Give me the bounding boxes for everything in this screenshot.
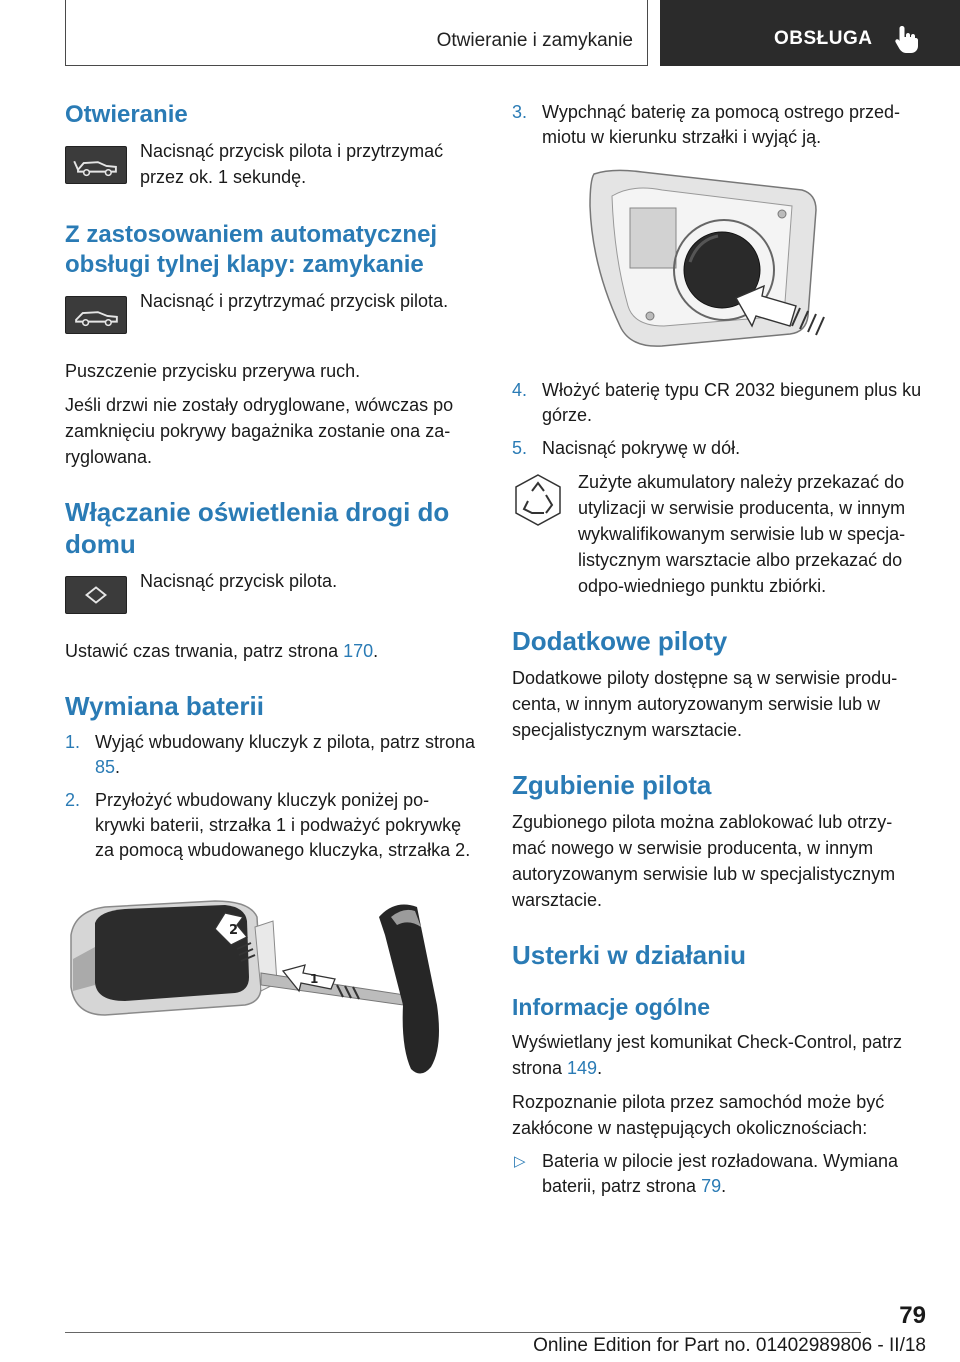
step-4 (512, 378, 926, 428)
heading-zgubienie: Zgubienie pilota (512, 770, 712, 800)
step-number: 5. (512, 438, 528, 458)
footer-edition: Online Edition for Part no. 01402989806 - II/18 (533, 1335, 926, 1356)
step-2-text: Przyłożyć wbudowany kluczyk poniżej po-krywki baterii, strzałka 1 i podważyć pokrywkę za pomocą wbudowanego kluczyka, strzałka 2. (95, 790, 471, 860)
step-number: 3. (512, 102, 528, 122)
bullet-list (512, 1149, 926, 1199)
bullet-text: Bateria w pilocie jest rozładowana. Wymiana baterii, patrz strona (542, 1151, 899, 1196)
footer-divider (65, 1332, 861, 1333)
page-number: 79 (899, 1302, 926, 1329)
heading-informacje: Informacje ogólne (512, 994, 711, 1020)
triangle-bullet-icon: ▷ (514, 1153, 526, 1170)
page-link-149[interactable]: 149 (567, 1058, 598, 1078)
paragraph-jesli: Jeśli drzwi nie zostały odryglowane, wówczas po zamknięciu pokrywy bagażnika zostanie ona za-ryglowana. (65, 395, 454, 467)
arrow-label-1: 1 (310, 972, 319, 986)
battery-steps-list-end (512, 378, 926, 461)
info-text: Wyświetlany jest komunikat Check-Control, patrz strona (512, 1032, 902, 1078)
paragraph-info (512, 1029, 926, 1081)
heading-usterki: Usterki w działaniu (512, 940, 747, 970)
paragraph-zgubienie: Zgubionego pilota można zablokować lub otrzy-mać nowego w serwisie producenta, w innym autoryzowanym serwisie lub w specjalistycznym warsztacie. (512, 812, 896, 910)
right-column (512, 100, 926, 1207)
instruction-oswietlenie (65, 568, 477, 628)
arrow-label-2: 2 (229, 923, 239, 938)
otwieranie-text: Nacisnąć przycisk pilota i przytrzymać przez ok. 1 sekundę. (140, 141, 444, 187)
step-2 (65, 788, 477, 863)
car-tailgate-icon (65, 296, 127, 334)
key-removal-illustration (65, 887, 475, 1102)
header-box (65, 0, 648, 66)
heading-automatyczna: Z zastosowaniem automatycznej obsługi tylnej klapy: zamykanie (65, 221, 438, 278)
bullet-period: . (721, 1176, 727, 1196)
battery-steps-list-continued (512, 100, 926, 150)
chapter-tab-label: OBSŁUGA (774, 28, 873, 49)
home-light-button-icon (65, 576, 127, 614)
automatyczna-text: Nacisnąć i przytrzymać przycisk pilota. (140, 291, 449, 311)
paragraph-puszczenie: Puszczenie przycisku przerywa ruch. (65, 361, 361, 381)
paragraph-dodatkowe: Dodatkowe piloty dostępne są w serwisie produ-centa, w innym autoryzowanym serwisie lub w specjalistycznym warsztacie. (512, 668, 898, 740)
recycling-text: Zużyte akumulatory należy przekazać do utylizacji w serwisie producenta, w innym wykwalifikowanym serwisie lub w specja-listycznym warsztacie albo przekazać do odpo-wiedniego punktu zbiórki. (578, 472, 906, 596)
battery-push-illustration (512, 166, 922, 366)
ustawic-text: Ustawić czas trwania, patrz strona (65, 641, 344, 661)
recycle-icon (512, 473, 564, 527)
page-link-79[interactable]: 79 (701, 1176, 722, 1196)
step-4-text: Włożyć baterię typu CR 2032 biegunem plus ku górze. (542, 380, 922, 425)
oswietlenie-text: Nacisnąć przycisk pilota. (140, 571, 338, 591)
instruction-otwieranie (65, 138, 477, 198)
step-5-text: Nacisnąć pokrywę w dół. (542, 438, 741, 458)
car-tailgate-open-icon (65, 146, 127, 184)
left-column (65, 100, 477, 1102)
step-1-text: Wyjąć wbudowany kluczyk z pilota, patrz strona (95, 732, 475, 752)
step-5 (512, 436, 926, 461)
chapter-tab[interactable] (660, 0, 960, 66)
step-number: 4. (512, 380, 528, 400)
page-link-85[interactable]: 85 (95, 757, 116, 777)
page-link-170[interactable]: 170 (343, 641, 374, 661)
section-title: Otwieranie i zamykanie (436, 30, 633, 51)
heading-otwieranie: Otwieranie (65, 101, 188, 128)
heading-dodatkowe: Dodatkowe piloty (512, 626, 728, 656)
step-3 (512, 100, 926, 150)
step-1-period: . (115, 757, 121, 777)
step-number: 2. (65, 790, 81, 810)
paragraph-ustawic (65, 638, 477, 664)
info-period: . (597, 1058, 603, 1078)
heading-oswietlenie: Włączanie oświetlenia drogi do domu (65, 497, 450, 559)
step-3-text: Wypchnąć baterię za pomocą ostrego przed-miotu w kierunku strzałki i wyjąć ją. (542, 102, 901, 147)
instruction-automatyczna (65, 288, 477, 348)
recycling-note (512, 469, 926, 599)
hand-pointer-icon (894, 24, 920, 54)
step-number: 1. (65, 732, 81, 752)
ustawic-period: . (373, 641, 379, 661)
step-1 (65, 730, 477, 780)
battery-steps-list (65, 730, 477, 863)
heading-wymiana: Wymiana baterii (65, 691, 264, 721)
paragraph-rozpoznanie: Rozpoznanie pilota przez samochód może być zakłócone w następujących okolicznościach: (512, 1092, 885, 1138)
bullet-item (512, 1149, 926, 1199)
